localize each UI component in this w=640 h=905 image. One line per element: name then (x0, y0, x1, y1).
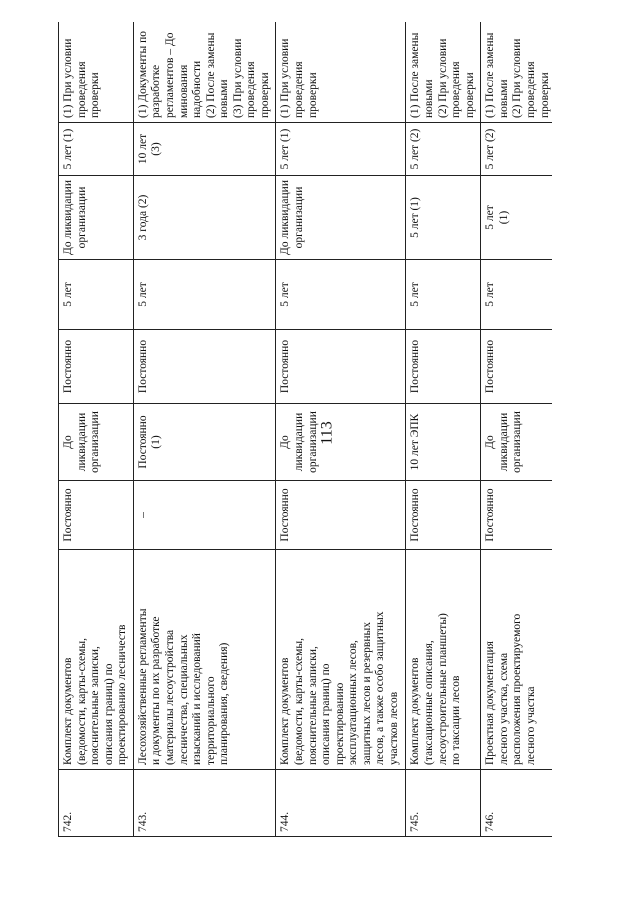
retention-period-5-cell (133, 176, 276, 260)
row-number-cell (406, 770, 481, 837)
retention-period-6: 5 лет (2) (484, 128, 497, 170)
retention-period-2-cell (406, 404, 481, 481)
retention-period-3-cell (133, 330, 276, 404)
rotated-table-frame (58, 22, 552, 837)
notes-cell (59, 22, 134, 123)
retention-period-6: 10 лет (3) (136, 133, 163, 165)
retention-period-4: 5 лет (136, 282, 149, 307)
retention-period-2-cell (481, 404, 552, 481)
retention-period-6-cell (133, 123, 276, 176)
retention-period-4: 5 лет (484, 282, 497, 307)
retention-period-4: 5 лет (409, 282, 422, 307)
document-title-cell (481, 550, 552, 770)
notes: (1) После замены новыми (2) При условии проведения проверки (484, 32, 551, 118)
notes-cell (481, 22, 552, 123)
retention-period-1: Постоянно (409, 488, 422, 542)
notes: (1) При условии проведения проверки (62, 38, 102, 118)
retention-period-5-cell (59, 176, 134, 260)
retention-table (58, 22, 552, 837)
row-number-cell (276, 770, 406, 837)
retention-period-4-cell (133, 260, 276, 330)
document-title: Проектная документация лесного участка, схема расположения проектируемого лесного участка (484, 613, 537, 765)
document-title-cell (133, 550, 276, 770)
retention-period-3: Постоянно (136, 339, 149, 394)
row-number: 744. (279, 811, 292, 832)
retention-period-6: 5 лет (2) (409, 128, 422, 170)
retention-period-1-cell (276, 481, 406, 550)
table-row (406, 22, 481, 837)
retention-period-3-cell (276, 330, 406, 404)
retention-period-6-cell (59, 123, 134, 176)
table-row (481, 22, 552, 837)
row-number-cell (481, 770, 552, 837)
retention-period-5: До ликвидации организации (62, 180, 88, 255)
retention-period-6: 5 лет (1) (62, 128, 74, 170)
retention-period-3-cell (406, 330, 481, 404)
table-row (133, 22, 276, 837)
retention-period-6: 5 лет (1) (279, 128, 292, 170)
notes: (1) При условии проведения проверки (279, 38, 319, 118)
retention-period-5-cell (276, 176, 406, 260)
document-title: Комплект документов (ведомости, карты-схемы, пояснительные записки, описания границ) по проектированию лесничеств (62, 624, 129, 765)
retention-period-2: 10 лет ЭПК (409, 413, 422, 471)
retention-period-4-cell (276, 260, 406, 330)
row-number-cell (59, 770, 134, 837)
retention-period-5: 5 лет (1) (484, 205, 510, 230)
retention-period-5: До ликвидации организации (279, 180, 305, 255)
retention-period-3: Постоянно (279, 339, 292, 394)
retention-period-2-cell (59, 404, 134, 481)
retention-period-1: Постоянно (62, 488, 74, 542)
retention-period-1-cell (133, 481, 276, 550)
retention-period-6-cell (481, 123, 552, 176)
retention-period-2: До ликвидации организации (279, 411, 319, 473)
retention-period-1-cell (481, 481, 552, 550)
notes-cell (406, 22, 481, 123)
retention-period-1-cell (59, 481, 134, 550)
retention-period-3: Постоянно (409, 339, 422, 394)
document-title-cell (59, 550, 134, 770)
retention-period-4: 5 лет (62, 282, 74, 307)
row-number: 742. (62, 811, 74, 832)
document-title-cell (276, 550, 406, 770)
notes-cell (133, 22, 276, 123)
retention-period-3-cell (59, 330, 134, 404)
retention-period-5-cell (481, 176, 552, 260)
retention-period-2-cell (133, 404, 276, 481)
retention-period-4-cell (406, 260, 481, 330)
retention-period-2: Постоянно (1) (136, 415, 163, 469)
retention-period-4-cell (481, 260, 552, 330)
retention-period-1: – (136, 512, 149, 518)
retention-period-5: 5 лет (1) (409, 197, 422, 238)
retention-period-3: Постоянно (484, 339, 497, 394)
table-row (276, 22, 406, 837)
document-title: Комплект документов (таксационные описания, лесоустроительные планшеты) по таксации лесов (409, 613, 463, 765)
retention-period-1-cell (406, 481, 481, 550)
row-number: 745. (409, 811, 422, 832)
retention-period-5-cell (406, 176, 481, 260)
retention-period-6-cell (406, 123, 481, 176)
page-number: 113 (318, 421, 336, 445)
retention-period-4: 5 лет (279, 282, 292, 307)
notes: (1) Документы по разработке регламентов – До минования надобности (2) После замены новыми (3) При условии проведения проверки (136, 31, 271, 118)
document-title-cell (406, 550, 481, 770)
retention-period-3-cell (481, 330, 552, 404)
retention-period-1: Постоянно (484, 488, 497, 542)
document-title: Лесохозяйственные регламенты и документы по их разработке (материалы лесоустройства лесничества, специальных изысканий и исследований территориального планирования, сведения) (136, 608, 231, 765)
retention-period-2-cell (276, 404, 406, 481)
row-number: 746. (484, 811, 497, 832)
retention-period-4-cell (59, 260, 134, 330)
document-title: Комплект документов (ведомости, карты-схемы, пояснительные записки, описания границ) по проектированию эксплуатационных лесов, защитных лесов и резервных лесов, а также особо защитных участков лесов (279, 611, 400, 765)
row-number: 743. (136, 811, 149, 832)
retention-period-3: Постоянно (62, 339, 74, 394)
retention-period-5: 3 года (2) (136, 194, 149, 241)
retention-period-2: До ликвидации организации (484, 411, 524, 473)
table-row (59, 22, 134, 837)
retention-period-1: Постоянно (279, 488, 292, 542)
table-container (58, 22, 552, 837)
notes-cell (276, 22, 406, 123)
retention-period-6-cell (276, 123, 406, 176)
row-number-cell (133, 770, 276, 837)
retention-period-2: До ликвидации организации (62, 411, 102, 473)
notes: (1) После замены новыми (2) При условии проведения проверки (409, 32, 476, 118)
